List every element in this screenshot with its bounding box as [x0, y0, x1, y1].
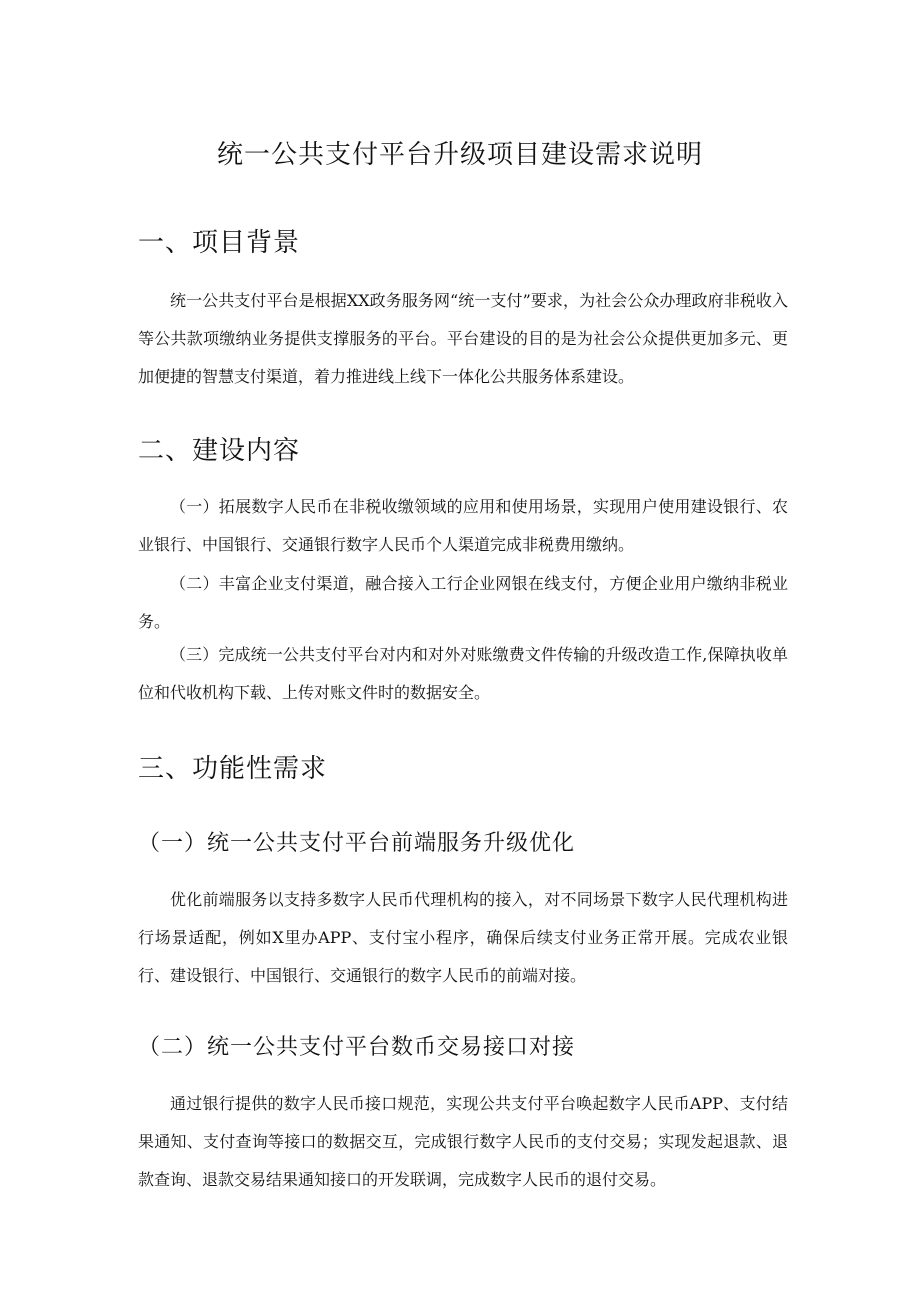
section-paragraph-background: 统一公共支付平台是根据XX政务服务网“统一支付”要求，为社会公众办理政府非税收入等公共款项缴纳业务提供支撑服务的平台。平台建设的目的是为社会公众提供更加多元、更加便捷的智慧支付渠道，着力推进线上线下一体化公共服务体系建设。: [138, 291, 788, 386]
section-heading-functional: 三、功能性需求: [138, 754, 328, 784]
subsection-heading-interface: （二）统一公共支付平台数币交易接口对接: [138, 1035, 576, 1060]
subsection-heading-frontend: （一）统一公共支付平台前端服务升级优化: [138, 831, 576, 856]
subsection-paragraph-frontend: 优化前端服务以支持多数字人民币代理机构的接入，对不同场景下数字人民代理机构进行场景适配，例如X里办APP、支付宝小程序，确保后续支付业务正常开展。完成农业银行、建设银行、中国银行、交通银行的数字人民币的前端对接。: [138, 890, 788, 985]
construction-item-3: （三）完成统一公共支付平台对内和对外对账缴费文件传输的升级改造工作,保障执收单位和代收机构下载、上传对账文件时的数据安全。: [138, 645, 788, 702]
section-heading-construction: 二、建设内容: [138, 436, 301, 466]
section-heading-background: 一、项目背景: [138, 228, 301, 258]
construction-item-2: （二）丰富企业支付渠道，融合接入工行企业网银在线支付，方便企业用户缴纳非税业务。: [138, 574, 788, 631]
subsection-paragraph-interface: 通过银行提供的数字人民币接口规范，实现公共支付平台唤起数字人民币APP、支付结果通知、支付查询等接口的数据交互，完成银行数字人民币的支付交易；实现发起退款、退款查询、退款交易结果通知接口的开发联调，完成数字人民币的退付交易。: [138, 1094, 788, 1189]
construction-item-1: （一）拓展数字人民币在非税收缴领域的应用和使用场景，实现用户使用建设银行、农业银行、中国银行、交通银行数字人民币个人渠道完成非税费用缴纳。: [138, 497, 788, 554]
document-title: 统一公共支付平台升级项目建设需求说明: [216, 140, 703, 170]
